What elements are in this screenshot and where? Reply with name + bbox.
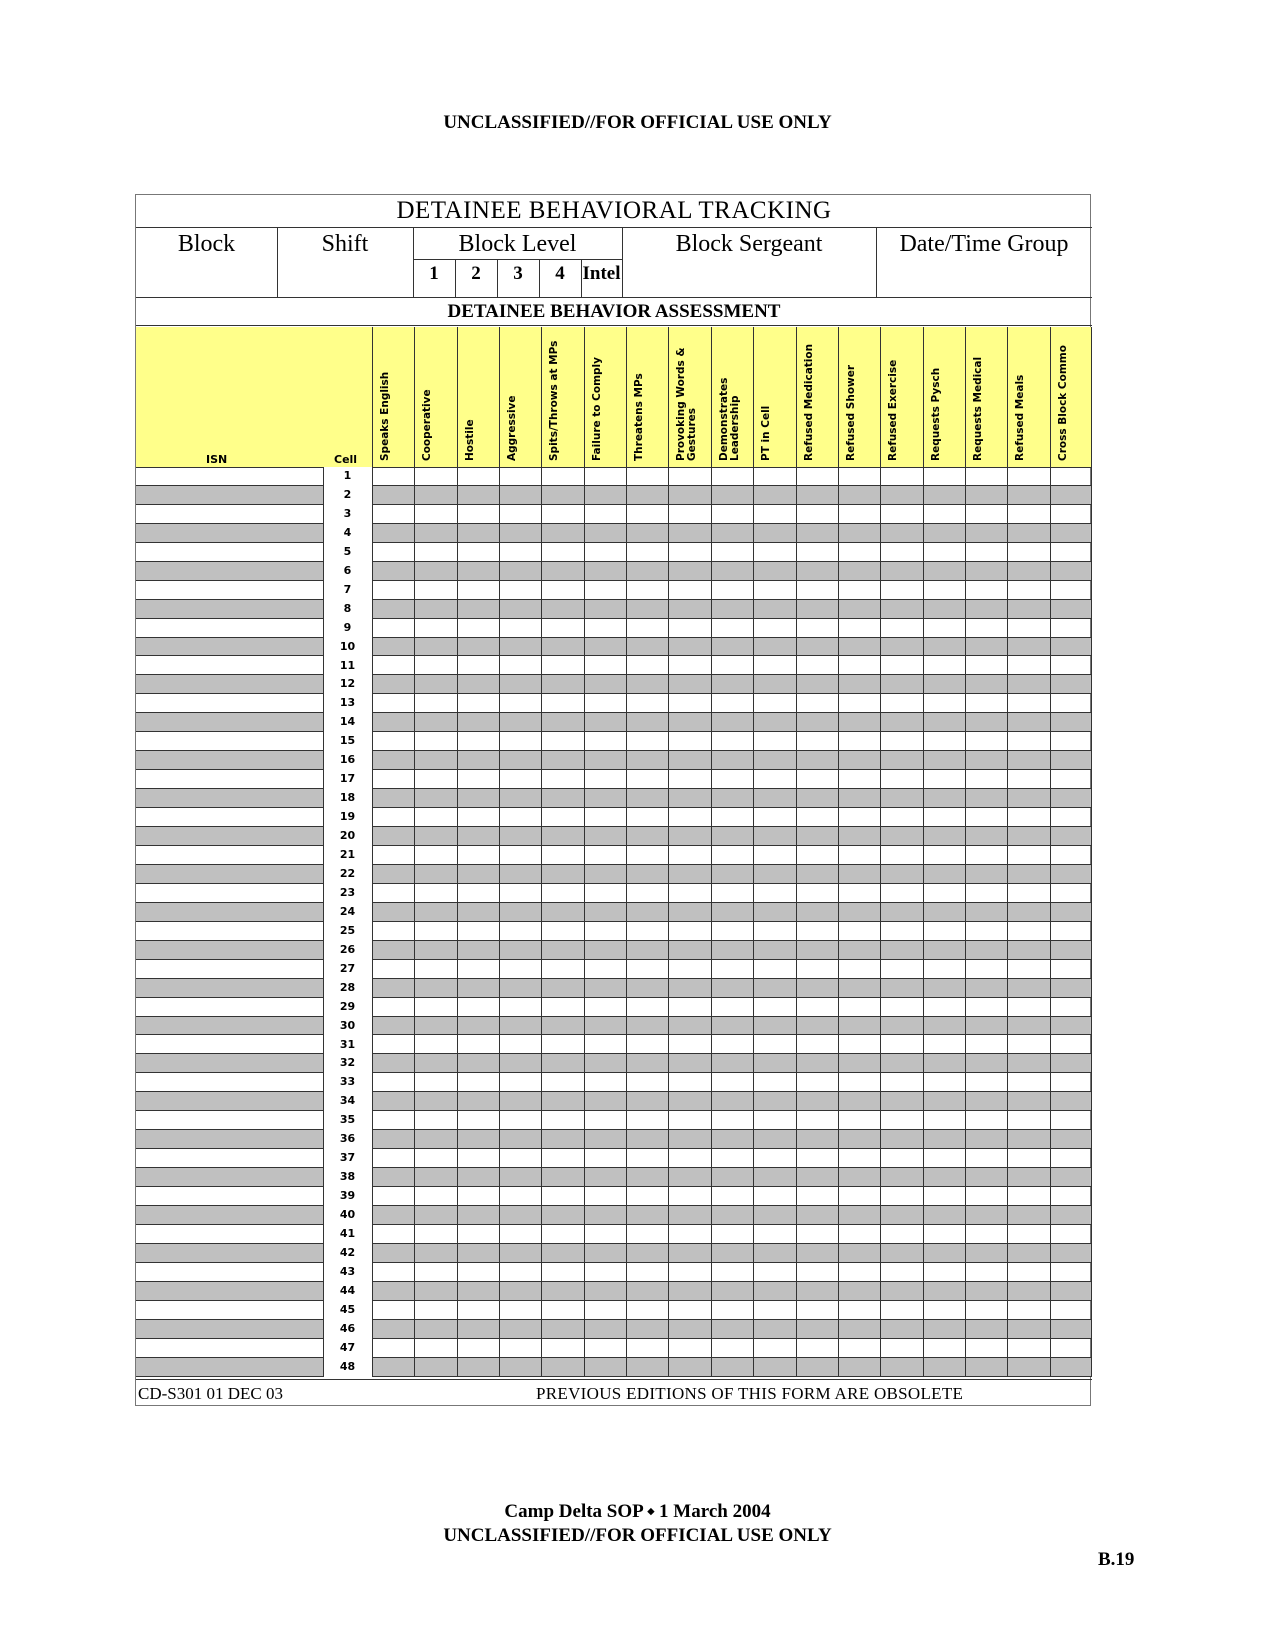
detainee-row[interactable] — [136, 770, 1092, 789]
behavior-column-header: Cooperative — [421, 389, 434, 461]
cell-number: 30 — [323, 1017, 372, 1036]
detainee-row[interactable] — [136, 1358, 1092, 1377]
behavior-column-header: Demonstrates Leadership — [717, 377, 741, 461]
detainee-row[interactable] — [136, 922, 1092, 941]
cell-number: 7 — [323, 581, 372, 600]
cell-number: 40 — [323, 1206, 372, 1225]
detainee-row[interactable] — [136, 808, 1092, 827]
detainee-row[interactable] — [136, 524, 1092, 543]
behavior-column-header: Refused Shower — [844, 364, 857, 461]
page-number: B.19 — [1098, 1549, 1135, 1570]
cell-number: 6 — [323, 562, 372, 581]
detainee-row[interactable] — [136, 657, 1092, 676]
detainee-row[interactable] — [136, 1111, 1092, 1130]
cell-number: 36 — [323, 1130, 372, 1149]
behavior-column-header: Provoking Words & Gestures — [675, 347, 699, 461]
cell-number: 48 — [323, 1358, 372, 1377]
sop-footer-line: Camp Delta SOP ⬩ 1 March 2004 — [504, 1501, 771, 1522]
detainee-row[interactable] — [136, 1244, 1092, 1263]
behavior-column-header: Hostile — [463, 419, 476, 461]
cell-number: 35 — [323, 1111, 372, 1130]
detainee-row[interactable] — [136, 619, 1092, 638]
detainee-row[interactable] — [136, 998, 1092, 1017]
level-1-box[interactable]: 1 — [429, 263, 439, 284]
detainee-row[interactable] — [136, 1320, 1092, 1339]
cell-number: 23 — [323, 884, 372, 903]
detainee-row[interactable] — [136, 543, 1092, 562]
detainee-row[interactable] — [136, 1301, 1092, 1320]
column-header-band — [136, 327, 1092, 467]
date-time-group-label: Date/Time Group — [899, 231, 1069, 257]
detainee-row[interactable] — [136, 675, 1092, 694]
cell-number: 28 — [323, 979, 372, 998]
detainee-row[interactable] — [136, 600, 1092, 619]
form-title: DETAINEE BEHAVIORAL TRACKING — [396, 197, 832, 224]
level-4-box[interactable]: 4 — [555, 263, 565, 284]
assessment-title: DETAINEE BEHAVIOR ASSESSMENT — [447, 301, 781, 322]
cell-number: 8 — [323, 600, 372, 619]
detainee-row[interactable] — [136, 1339, 1092, 1358]
behavioral-tracking-form — [135, 194, 1091, 1406]
top-classification-banner: UNCLASSIFIED//FOR OFFICIAL USE ONLY — [443, 112, 832, 133]
detainee-row[interactable] — [136, 941, 1092, 960]
detainee-row[interactable] — [136, 903, 1092, 922]
cell-number: 13 — [323, 694, 372, 713]
detainee-row[interactable] — [136, 846, 1092, 865]
block-sergeant-label: Block Sergeant — [675, 231, 823, 257]
cell-number: 9 — [323, 619, 372, 638]
cell-number: 38 — [323, 1168, 372, 1187]
cell-number: 14 — [323, 713, 372, 732]
cell-number: 31 — [323, 1036, 372, 1055]
isn-column-header: ISN — [206, 453, 228, 466]
shift-label: Shift — [321, 231, 369, 257]
detainee-row[interactable] — [136, 1130, 1092, 1149]
behavior-column-header: PT in Cell — [760, 405, 773, 461]
detainee-row[interactable] — [136, 1168, 1092, 1187]
detainee-row[interactable] — [136, 1263, 1092, 1282]
behavior-column-header: Cross Block Commo — [1056, 345, 1069, 461]
detainee-row[interactable] — [136, 713, 1092, 732]
cell-number: 39 — [323, 1187, 372, 1206]
behavior-column-header: Failure to Comply — [590, 357, 603, 461]
detainee-row[interactable] — [136, 562, 1092, 581]
detainee-row[interactable] — [136, 865, 1092, 884]
cell-number: 29 — [323, 998, 372, 1017]
detainee-row[interactable] — [136, 789, 1092, 808]
detainee-row[interactable] — [136, 960, 1092, 979]
detainee-row[interactable] — [136, 467, 1092, 486]
cell-number: 32 — [323, 1054, 372, 1073]
cell-number: 19 — [323, 808, 372, 827]
cell-number: 15 — [323, 732, 372, 751]
behavior-column-header: Spits/Throws at MPs — [548, 340, 561, 461]
cell-number: 42 — [323, 1244, 372, 1263]
detainee-row[interactable] — [136, 979, 1092, 998]
behavior-column-header: Threatens MPs — [633, 373, 646, 461]
level-intel-box[interactable]: Intel — [582, 263, 621, 284]
cell-number: 24 — [323, 903, 372, 922]
cell-number: 22 — [323, 865, 372, 884]
behavior-column-header: Requests Pysch — [929, 367, 942, 461]
detainee-row[interactable] — [136, 1054, 1092, 1073]
cell-number: 3 — [323, 505, 372, 524]
cell-number: 10 — [323, 638, 372, 657]
detainee-row[interactable] — [136, 827, 1092, 846]
cell-number: 34 — [323, 1092, 372, 1111]
cell-number: 25 — [323, 922, 372, 941]
cell-number: 2 — [323, 486, 372, 505]
behavior-column-header: Refused Exercise — [887, 359, 900, 461]
behavior-column-header: Speaks English — [379, 371, 391, 461]
cell-number: 1 — [323, 467, 372, 486]
detainee-row[interactable] — [136, 694, 1092, 713]
cell-number: 47 — [323, 1339, 372, 1358]
detainee-row[interactable] — [136, 1187, 1092, 1206]
behavior-column-header: Aggressive — [506, 395, 519, 461]
detainee-row[interactable] — [136, 884, 1092, 903]
cell-number: 21 — [323, 846, 372, 865]
cell-number: 16 — [323, 751, 372, 770]
detainee-row[interactable] — [136, 1149, 1092, 1168]
detainee-row[interactable] — [136, 751, 1092, 770]
detainee-row[interactable] — [136, 638, 1092, 657]
detainee-row[interactable] — [136, 732, 1092, 751]
detainee-row[interactable] — [136, 1073, 1092, 1092]
form-number: CD-S301 01 DEC 03 — [138, 1384, 283, 1403]
behavior-column-header: Requests Medical — [971, 356, 984, 461]
detainee-row[interactable] — [136, 1282, 1092, 1301]
cell-number: 44 — [323, 1282, 372, 1301]
cell-number: 33 — [323, 1073, 372, 1092]
block-level-label: Block Level — [458, 231, 577, 257]
detainee-row[interactable] — [136, 1206, 1092, 1225]
cell-column-header: Cell — [334, 453, 358, 466]
cell-number: 17 — [323, 770, 372, 789]
cell-number: 41 — [323, 1225, 372, 1244]
detainee-row[interactable] — [136, 1017, 1092, 1036]
cell-number: 37 — [323, 1149, 372, 1168]
level-3-box[interactable]: 3 — [513, 263, 523, 284]
cell-number: 5 — [323, 543, 372, 562]
bottom-classification-banner: UNCLASSIFIED//FOR OFFICIAL USE ONLY — [443, 1525, 832, 1546]
cell-number: 27 — [323, 960, 372, 979]
obsolete-notice: PREVIOUS EDITIONS OF THIS FORM ARE OBSOLETE — [536, 1384, 964, 1403]
detainee-row[interactable] — [136, 1225, 1092, 1244]
cell-number: 18 — [323, 789, 372, 808]
detainee-row[interactable] — [136, 1092, 1092, 1111]
cell-number: 11 — [323, 657, 372, 676]
detainee-row[interactable] — [136, 505, 1092, 524]
behavior-column-header: Refused Medication — [802, 343, 815, 461]
cell-number: 46 — [323, 1320, 372, 1339]
cell-number: 45 — [323, 1301, 372, 1320]
cell-number: 12 — [323, 675, 372, 694]
cell-number: 20 — [323, 827, 372, 846]
cell-number: 26 — [323, 941, 372, 960]
level-2-box[interactable]: 2 — [471, 263, 481, 284]
cell-number: 4 — [323, 524, 372, 543]
detainee-row[interactable] — [136, 1036, 1092, 1055]
block-label: Block — [177, 231, 236, 257]
behavior-column-header: Refused Meals — [1014, 374, 1027, 461]
cell-number: 43 — [323, 1263, 372, 1282]
detainee-row[interactable] — [136, 581, 1092, 600]
detainee-row[interactable] — [136, 486, 1092, 505]
